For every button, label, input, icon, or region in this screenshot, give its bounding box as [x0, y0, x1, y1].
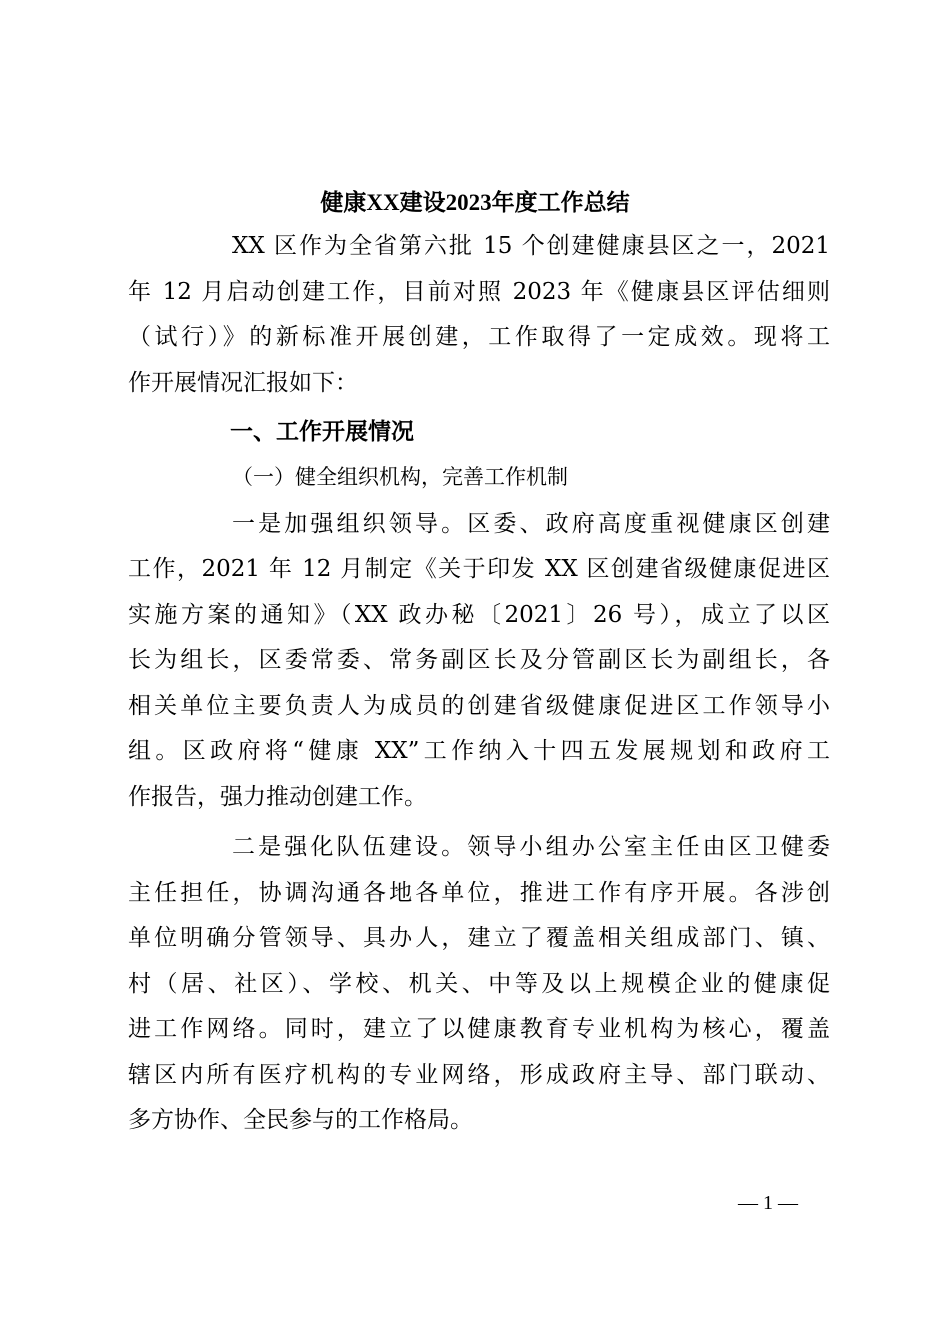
paragraph1-line-7: 作报告，强力推动创建工作。 — [128, 784, 427, 810]
intro-line-4: 作开展情况汇报如下： — [128, 370, 358, 396]
intro-line-3: （试行）》的新标准开展创建，工作取得了一定成效。现将工 — [128, 324, 830, 350]
paragraph1-line-4: 长为组长，区委常委、常务副区长及分管副区长为副组长，各 — [128, 647, 830, 673]
paragraph1-line-3: 实施方案的通知》（XX 政办秘〔2021〕26 号），成立了以区 — [128, 602, 830, 628]
paragraph2-line-5: 进工作网络。同时，建立了以健康教育专业机构为核心，覆盖 — [128, 1016, 830, 1042]
page-number: — 1 — — [738, 1192, 798, 1214]
intro-line-1: XX 区作为全省第六批 15 个创建健康县区之一，2021 — [232, 233, 830, 259]
subsection-heading: （一）健全组织机构，完善工作机制 — [232, 465, 568, 489]
intro-line-2: 年 12 月启动创建工作，目前对照 2023 年《健康县区评估细则 — [128, 279, 830, 305]
paragraph1-line-1: 一是加强组织领导。区委、政府高度重视健康区创建 — [232, 511, 830, 537]
paragraph1-line-5: 相关单位主要负责人为成员的创建省级健康促进区工作领导小 — [128, 693, 830, 719]
paragraph2-line-1: 二是强化队伍建设。领导小组办公室主任由区卫健委 — [232, 834, 830, 860]
paragraph1-line-2: 工作，2021 年 12 月制定《关于印发 XX 区创建省级健康促进区 — [128, 556, 830, 582]
document-title: 健康XX建设2023年度工作总结 — [320, 190, 630, 215]
paragraph2-line-7: 多方协作、全民参与的工作格局。 — [128, 1107, 473, 1133]
paragraph1-line-6: 组。区政府将“健康 XX”工作纳入十四五发展规划和政府工 — [128, 738, 830, 764]
paragraph2-line-3: 单位明确分管领导、具办人，建立了覆盖相关组成部门、镇、 — [128, 925, 830, 951]
paragraph2-line-4: 村（居、社区）、学校、机关、中等及以上规模企业的健康促 — [128, 971, 830, 997]
paragraph2-line-2: 主任担任，协调沟通各地各单位，推进工作有序开展。各涉创 — [128, 880, 830, 906]
section-heading: 一、工作开展情况 — [230, 419, 414, 445]
paragraph2-line-6: 辖区内所有医疗机构的专业网络，形成政府主导、部门联动、 — [128, 1062, 830, 1088]
